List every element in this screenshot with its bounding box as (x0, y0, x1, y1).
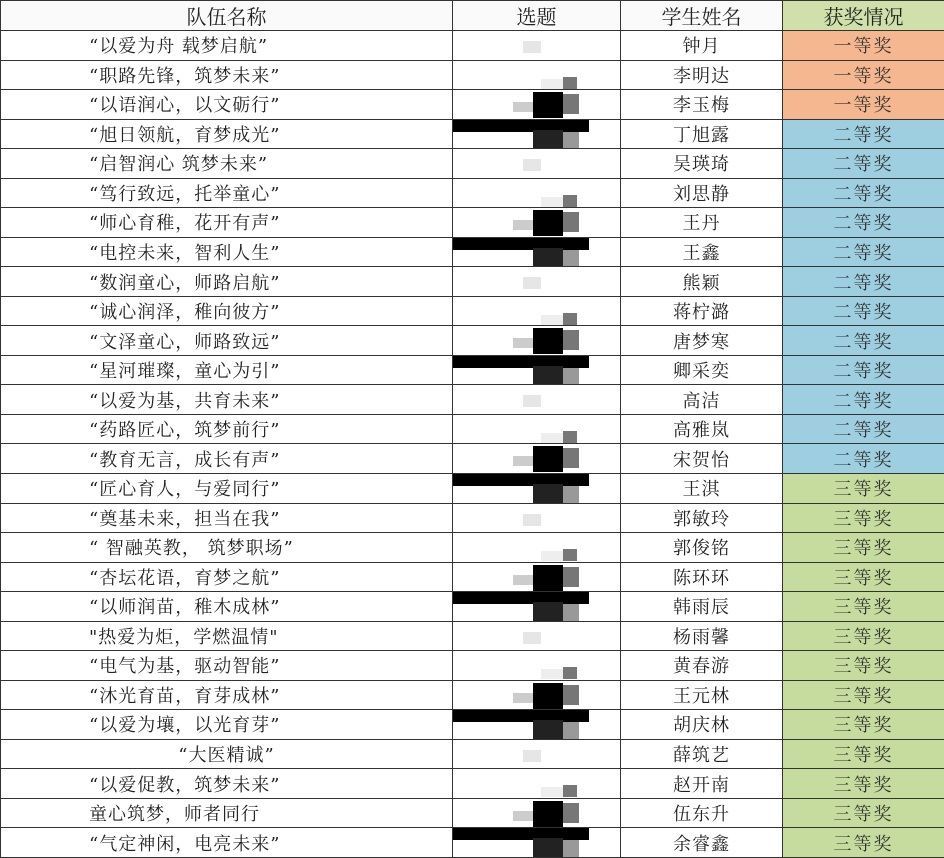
team-name-cell: “以语润心，以文砺行” (1, 90, 453, 120)
redaction-mark (523, 159, 541, 171)
topic-cell-redacted (453, 385, 621, 415)
topic-cell-redacted (453, 326, 621, 356)
topic-cell-redacted (453, 828, 621, 858)
award-cell: 一等奖 (783, 31, 944, 61)
student-name-cell: 高雅岚 (621, 414, 783, 444)
redaction-mark (533, 328, 563, 354)
student-name-cell: 吴瑛琦 (621, 149, 783, 179)
award-cell: 二等奖 (783, 208, 944, 238)
award-cell: 二等奖 (783, 355, 944, 385)
team-name-cell: “笃行致远，托举童心” (1, 178, 453, 208)
redaction-mark (513, 811, 533, 821)
team-name-cell: "热爱为炬，学燃温情" (1, 621, 453, 651)
team-name-cell: “沐光育苗，育芽成林” (1, 680, 453, 710)
award-cell: 二等奖 (783, 178, 944, 208)
team-name-cell: “大医精诚” (1, 739, 453, 769)
redaction-mark (533, 484, 563, 503)
table-row (1, 60, 944, 90)
award-cell: 二等奖 (783, 149, 944, 179)
topic-cell-redacted (453, 533, 621, 563)
table-row (1, 621, 944, 651)
table-row (1, 119, 944, 149)
student-name-cell: 丁旭露 (621, 119, 783, 149)
student-name-cell: 卿采奕 (621, 355, 783, 385)
topic-cell-redacted (453, 355, 621, 385)
topic-cell-redacted (453, 739, 621, 769)
award-cell: 二等奖 (783, 444, 944, 474)
team-name-cell: “数润童心，师路启航” (1, 267, 453, 297)
redaction-mark (533, 248, 563, 267)
redaction-mark (453, 710, 589, 722)
topic-cell-redacted (453, 60, 621, 90)
team-name-cell: “职路先锋，筑梦未来” (1, 60, 453, 90)
redaction-mark (523, 750, 541, 762)
redaction-mark (563, 722, 579, 739)
redaction-mark (563, 77, 577, 89)
table-row (1, 503, 944, 533)
topic-cell-redacted (453, 178, 621, 208)
topic-cell-redacted (453, 149, 621, 179)
redaction-mark (523, 514, 541, 526)
redaction-mark (563, 250, 579, 267)
team-name-cell: “电气为基，驱动智能” (1, 651, 453, 681)
redaction-mark (541, 315, 563, 325)
student-name-cell: 赵开南 (621, 769, 783, 799)
table-row (1, 208, 944, 238)
award-cell: 二等奖 (783, 267, 944, 297)
redaction-mark (563, 486, 579, 503)
header-row (1, 1, 944, 31)
topic-cell-redacted (453, 562, 621, 592)
redaction-mark (533, 565, 563, 591)
student-name-cell: 刘思静 (621, 178, 783, 208)
table-row (1, 473, 944, 503)
table-row (1, 592, 944, 622)
redaction-mark (523, 632, 541, 644)
redaction-mark (563, 212, 579, 232)
award-cell: 三等奖 (783, 533, 944, 563)
table-row (1, 31, 944, 61)
award-cell: 三等奖 (783, 680, 944, 710)
table-row (1, 710, 944, 740)
header-team: 队伍名称 (1, 1, 453, 31)
topic-cell-redacted (453, 414, 621, 444)
award-cell: 二等奖 (783, 119, 944, 149)
redaction-mark (533, 683, 563, 709)
award-cell: 三等奖 (783, 710, 944, 740)
team-name-cell: 童心筑梦，师者同行 (1, 798, 453, 828)
redaction-mark (563, 313, 577, 325)
topic-cell-redacted (453, 444, 621, 474)
redaction-mark (513, 220, 533, 230)
award-cell: 三等奖 (783, 769, 944, 799)
table-row (1, 680, 944, 710)
redaction-mark (563, 604, 579, 621)
award-cell: 二等奖 (783, 385, 944, 415)
table-row (1, 798, 944, 828)
topic-cell-redacted (453, 237, 621, 267)
student-name-cell: 王元林 (621, 680, 783, 710)
student-name-cell: 李玉梅 (621, 90, 783, 120)
student-name-cell: 王丹 (621, 208, 783, 238)
redaction-mark (563, 195, 577, 207)
redaction-mark (541, 433, 563, 443)
student-name-cell: 杨雨馨 (621, 621, 783, 651)
team-name-cell: “杏坛花语，育梦之航” (1, 562, 453, 592)
team-name-cell: “奠基未来，担当在我” (1, 503, 453, 533)
redaction-mark (533, 446, 563, 472)
team-name-cell: “星河璀璨，童心为引” (1, 355, 453, 385)
student-name-cell: 郭俊铭 (621, 533, 783, 563)
header-award: 获奖情况 (783, 1, 944, 31)
student-name-cell: 余睿鑫 (621, 828, 783, 858)
redaction-mark (563, 567, 579, 587)
student-name-cell: 宋贺怡 (621, 444, 783, 474)
redaction-mark (541, 79, 563, 89)
team-name-cell: “诚心润泽，稚向彼方” (1, 296, 453, 326)
redaction-mark (563, 785, 577, 797)
award-cell: 二等奖 (783, 326, 944, 356)
redaction-mark (513, 338, 533, 348)
redaction-mark (533, 92, 563, 118)
award-cell: 三等奖 (783, 798, 944, 828)
student-name-cell: 李明达 (621, 60, 783, 90)
award-cell: 三等奖 (783, 621, 944, 651)
team-name-cell: “文泽童心，师路致远” (1, 326, 453, 356)
redaction-mark (563, 448, 579, 468)
topic-cell-redacted (453, 798, 621, 828)
redaction-mark (513, 456, 533, 466)
table-row (1, 769, 944, 799)
redaction-mark (563, 803, 579, 823)
redaction-mark (563, 685, 579, 705)
team-name-cell: “师心育稚，花开有声” (1, 208, 453, 238)
team-name-cell: “以爱为壤，以光育芽” (1, 710, 453, 740)
award-cell: 二等奖 (783, 237, 944, 267)
team-name-cell: “匠心育人，与爱同行” (1, 473, 453, 503)
award-cell: 一等奖 (783, 60, 944, 90)
topic-cell-redacted (453, 208, 621, 238)
student-name-cell: 唐梦寒 (621, 326, 783, 356)
student-name-cell: 胡庆林 (621, 710, 783, 740)
table-body (1, 31, 944, 858)
team-name-cell: “以爱促教，筑梦未来” (1, 769, 453, 799)
table-row (1, 90, 944, 120)
award-cell: 三等奖 (783, 828, 944, 858)
topic-cell-redacted (453, 296, 621, 326)
table-row (1, 533, 944, 563)
redaction-mark (541, 551, 563, 561)
redaction-mark (533, 720, 563, 739)
topic-cell-redacted (453, 592, 621, 622)
student-name-cell: 钟月 (621, 31, 783, 61)
redaction-mark (453, 474, 589, 486)
header-student: 学生姓名 (621, 1, 783, 31)
redaction-mark (563, 94, 579, 114)
redaction-mark (541, 787, 563, 797)
award-cell: 二等奖 (783, 414, 944, 444)
student-name-cell: 王鑫 (621, 237, 783, 267)
redaction-mark (513, 575, 533, 585)
redaction-mark (523, 395, 541, 407)
redaction-mark (523, 277, 541, 289)
student-name-cell: 薛筑艺 (621, 739, 783, 769)
award-cell: 三等奖 (783, 592, 944, 622)
redaction-mark (563, 840, 579, 857)
redaction-mark (563, 330, 579, 350)
team-name-cell: “教育无言，成长有声” (1, 444, 453, 474)
header-topic: 选题 (453, 1, 621, 31)
student-name-cell: 韩雨辰 (621, 592, 783, 622)
redaction-mark (453, 828, 589, 840)
redaction-mark (563, 549, 577, 561)
team-name-cell: “气定神闲，电亮未来” (1, 828, 453, 858)
table-row (1, 651, 944, 681)
award-cell: 三等奖 (783, 651, 944, 681)
topic-cell-redacted (453, 651, 621, 681)
table-row (1, 326, 944, 356)
team-name-cell: “启智润心 筑梦未来” (1, 149, 453, 179)
table-row (1, 267, 944, 297)
redaction-mark (563, 368, 579, 385)
student-name-cell: 陈环环 (621, 562, 783, 592)
redaction-mark (533, 210, 563, 236)
topic-cell-redacted (453, 710, 621, 740)
topic-cell-redacted (453, 267, 621, 297)
award-cell: 二等奖 (783, 296, 944, 326)
topic-cell-redacted (453, 621, 621, 651)
award-cell: 三等奖 (783, 503, 944, 533)
topic-cell-redacted (453, 90, 621, 120)
team-name-cell: “以爱为基，共育未来” (1, 385, 453, 415)
student-name-cell: 郭敏玲 (621, 503, 783, 533)
redaction-mark (453, 120, 589, 132)
redaction-mark (563, 431, 577, 443)
redaction-mark (533, 602, 563, 621)
redaction-mark (523, 41, 541, 53)
table-row (1, 296, 944, 326)
table-row (1, 355, 944, 385)
student-name-cell: 熊颖 (621, 267, 783, 297)
redaction-mark (541, 669, 563, 679)
table-row (1, 444, 944, 474)
student-name-cell: 蒋柠潞 (621, 296, 783, 326)
topic-cell-redacted (453, 503, 621, 533)
table-row (1, 562, 944, 592)
redaction-mark (533, 130, 563, 149)
student-name-cell: 伍东升 (621, 798, 783, 828)
table-row (1, 385, 944, 415)
team-name-cell: “以爱为舟 载梦启航” (1, 31, 453, 61)
award-cell: 三等奖 (783, 739, 944, 769)
redaction-mark (563, 667, 577, 679)
table-row (1, 178, 944, 208)
table-row (1, 828, 944, 858)
table-row (1, 149, 944, 179)
redaction-mark (533, 801, 563, 827)
student-name-cell: 王淇 (621, 473, 783, 503)
student-name-cell: 高洁 (621, 385, 783, 415)
team-name-cell: “药路匠心，筑梦前行” (1, 414, 453, 444)
topic-cell-redacted (453, 473, 621, 503)
redaction-mark (453, 592, 589, 604)
redaction-mark (541, 197, 563, 207)
topic-cell-redacted (453, 769, 621, 799)
student-name-cell: 黄春游 (621, 651, 783, 681)
redaction-mark (513, 102, 533, 112)
topic-cell-redacted (453, 680, 621, 710)
team-name-cell: “以师润苗，稚木成林” (1, 592, 453, 622)
award-cell: 三等奖 (783, 562, 944, 592)
table-row (1, 237, 944, 267)
redaction-mark (533, 838, 563, 857)
team-name-cell: “旭日领航，育梦成光” (1, 119, 453, 149)
award-cell: 一等奖 (783, 90, 944, 120)
table-row (1, 739, 944, 769)
team-name-cell: “ 智融英教， 筑梦职场” (1, 533, 453, 563)
redaction-mark (513, 693, 533, 703)
topic-cell-redacted (453, 119, 621, 149)
topic-cell-redacted (453, 31, 621, 61)
team-name-cell: “电控未来，智利人生” (1, 237, 453, 267)
redaction-mark (453, 356, 589, 368)
redaction-mark (533, 366, 563, 385)
award-cell: 三等奖 (783, 473, 944, 503)
redaction-mark (453, 238, 589, 250)
redaction-mark (563, 132, 579, 149)
table-row (1, 414, 944, 444)
